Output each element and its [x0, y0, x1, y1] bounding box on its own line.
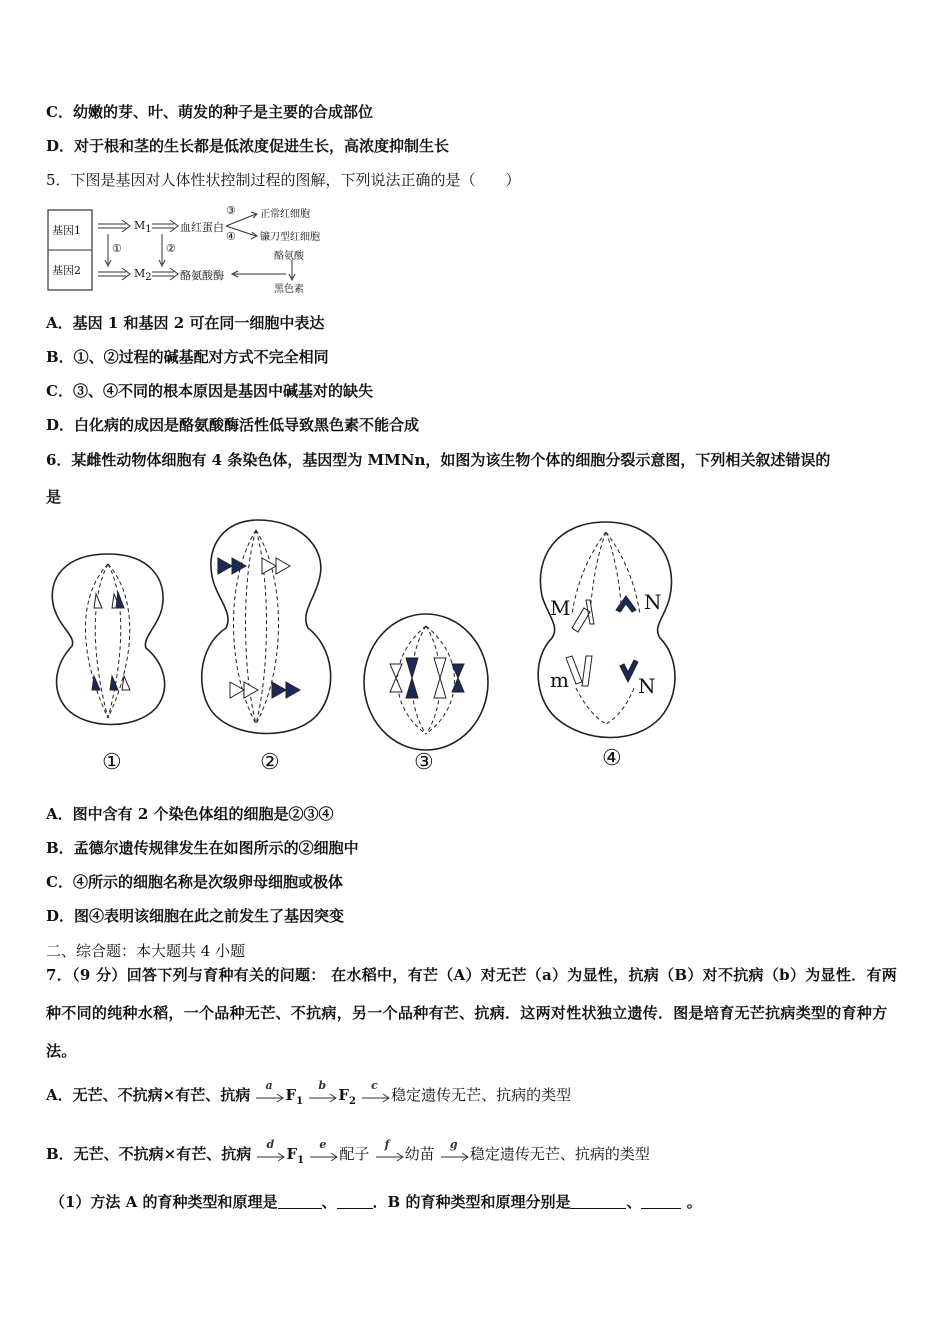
arrow-a: a — [255, 1086, 285, 1104]
sickle-rbc-label: 镰刀型红细胞 — [260, 232, 320, 243]
gene-m-upper-label: M — [550, 596, 571, 620]
q6-option-b: B．孟德尔遗传规律发生在如图所示的②细胞中 — [46, 839, 359, 857]
tyrosine-label: 酪氨酸 — [274, 251, 304, 262]
q5-option-a: A．基因 1 和基因 2 可在同一细胞中表达 — [46, 314, 325, 332]
cell-1 — [52, 554, 164, 725]
q6-option-c: C．④所示的细胞名称是次级卵母细胞或极体 — [46, 873, 343, 891]
arrow-g: g — [440, 1145, 470, 1163]
cell-division-figure — [46, 518, 686, 780]
q7-method-b: B．无芒、不抗病×有芒、抗病 d $F_1$ e 配子 f 幼苗 g 稳定遗传无芒、抗病的类型 — [46, 1138, 650, 1166]
q6-stem-line1: 6．某雌性动物体细胞有 4 条染色体，基因型为 MMNn，如图为该生物个体的细胞分裂示意图，下列相关叙述错误的 — [46, 451, 831, 469]
m1-label: $M_1$ — [134, 219, 152, 236]
melanin-label: 黑色素 — [274, 284, 304, 295]
cell-3-label: ③ — [414, 750, 434, 775]
q4-option-c: C．幼嫩的芽、叶、萌发的种子是主要的合成部位 — [46, 103, 373, 121]
gene1-label: 基因1 — [52, 224, 81, 237]
cell-3 — [364, 614, 488, 750]
cell-4 — [538, 522, 675, 738]
m2-label: $M_2$ — [134, 267, 152, 284]
gene-m-lower-label: m — [550, 668, 569, 692]
gene-expression-diagram — [46, 202, 336, 294]
arrow-d: d — [256, 1145, 286, 1163]
answer-blank-3[interactable] — [570, 1194, 626, 1209]
q5-option-c: C．③、④不同的根本原因是基因中碱基对的缺失 — [46, 382, 373, 400]
answer-blank-1[interactable] — [278, 1194, 322, 1209]
gene2-label: 基因2 — [52, 264, 81, 277]
answer-blank-2[interactable] — [337, 1194, 373, 1209]
arrow-e: e — [309, 1145, 339, 1163]
q7-method-a: A．无芒、不抗病×有芒、抗病 a $F_1$ b $F_2$ c 稳定遗传无芒、抗病的类型 — [46, 1079, 572, 1107]
arrow-c: c — [361, 1086, 391, 1104]
process-3-label: ③ — [226, 204, 236, 217]
q5-stem: 5．下图是基因对人体性状控制过程的图解，下列说法正确的是（ ） — [46, 171, 521, 189]
hemoglobin-label: 血红蛋白 — [180, 221, 224, 234]
cell-2 — [202, 520, 331, 734]
answer-blank-4[interactable] — [641, 1194, 681, 1209]
q5-option-d: D．白化病的成因是酪氨酸酶活性低导致黑色素不能合成 — [46, 416, 420, 434]
process-4-label: ④ — [226, 230, 236, 243]
q7-subquestion-1: （1）方法 A 的育种类型和原理是 、 ．B 的育种类型和原理分别是 、 。 — [50, 1193, 702, 1211]
process-2-label: ② — [166, 242, 176, 255]
arrow-f: f — [375, 1145, 405, 1163]
q6-option-d: D．图④表明该细胞在此之前发生了基因突变 — [46, 907, 345, 925]
process-1-label: ① — [112, 242, 122, 255]
q7-stem: 7．（9 分）回答下列与育种有关的问题： 在水稻中，有芒（A）对无芒（a）为显性，抗病（B）对不抗病（b）为显性．有两种不同的纯种水稻，一个品种无芒、不抗病，另一个品种有芒、抗病．这两对性状独立遗传．图是培育无芒抗病类型的育种方法。 — [46, 966, 898, 1060]
cell-4-label: ④ — [602, 746, 622, 771]
q4-option-d: D．对于根和茎的生长都是低浓度促进生长，高浓度抑制生长 — [46, 137, 450, 155]
q6-stem-line2: 是 — [46, 488, 62, 506]
gene-n-lower-label: N — [638, 674, 656, 698]
gene-n-upper-label: N — [644, 590, 662, 614]
arrow-b: b — [308, 1086, 338, 1104]
cell-2-label: ② — [260, 750, 280, 775]
q6-option-a: A．图中含有 2 个染色体组的细胞是②③④ — [46, 805, 334, 823]
enzyme-label: 酪氨酸酶 — [180, 269, 224, 282]
section-2-heading: 二、综合题：本大题共 4 小题 — [46, 942, 246, 960]
cell-1-label: ① — [102, 750, 122, 775]
normal-rbc-label: 正常红细胞 — [260, 209, 310, 220]
q5-option-b: B．①、②过程的碱基配对方式不完全相同 — [46, 348, 329, 366]
